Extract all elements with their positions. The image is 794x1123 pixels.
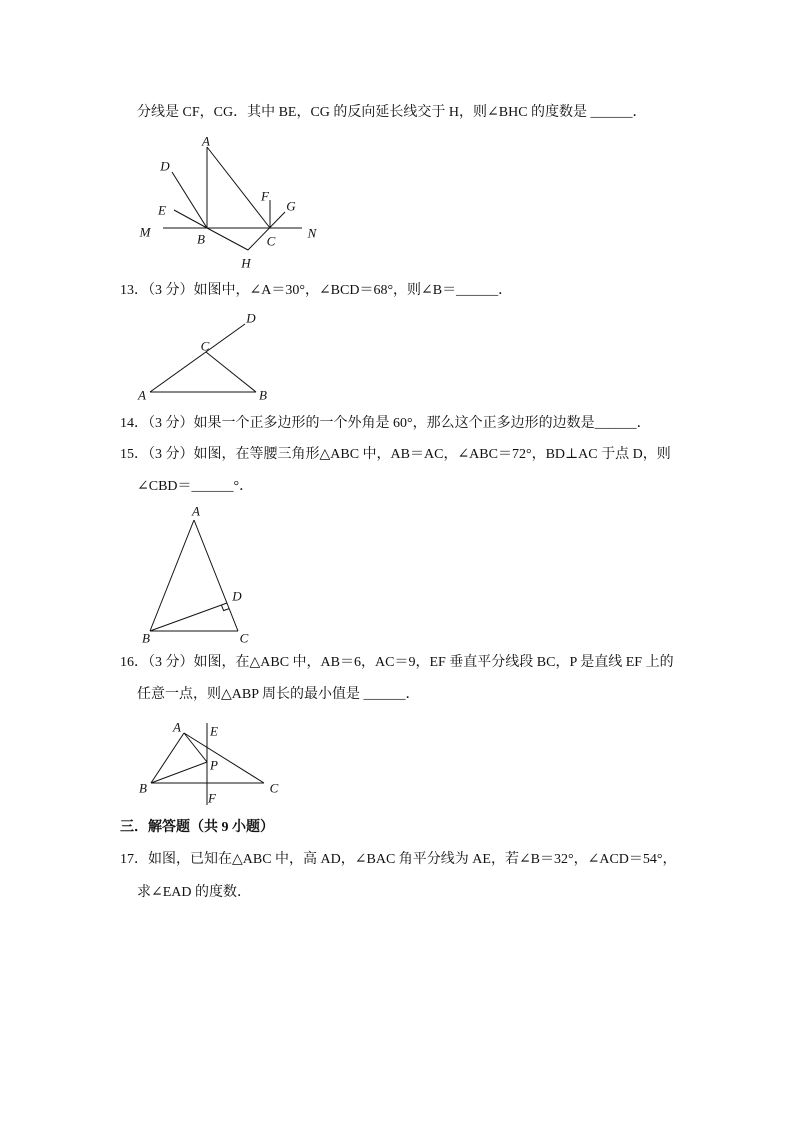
label-c: C	[239, 630, 249, 646]
q15-text-line2: ∠CBD＝______°．	[137, 479, 254, 494]
line-cb	[206, 352, 256, 392]
label-e: E	[158, 202, 166, 218]
line-ad	[150, 324, 245, 392]
label-b: B	[197, 231, 205, 247]
section-title: 三．解答题（共 9 小题）	[120, 820, 274, 835]
line-ab	[150, 520, 194, 631]
label-f: F	[261, 188, 269, 204]
label-g: G	[286, 198, 296, 214]
label-d: D	[232, 588, 242, 604]
label-e: E	[210, 723, 218, 739]
label-d: D	[160, 158, 170, 174]
q16-text-line2: 任意一点，则△ABP 周长的最小值是 ______．	[137, 687, 420, 702]
q15-text-line1: 15．（3 分）如图，在等腰三角形△ABC 中，AB＝AC，∠ABC＝72°，BD⊥AC 于点 D，则	[120, 447, 671, 462]
figure-q13	[130, 305, 280, 405]
line-ap	[184, 733, 207, 762]
label-c: C	[266, 233, 276, 249]
figure-q15	[130, 500, 260, 650]
line-ac	[194, 520, 238, 631]
label-b: B	[259, 387, 267, 403]
q17-text-line2: 求∠EAD 的度数．	[137, 885, 252, 900]
q16-text-line1: 16．（3 分）如图，在△ABC 中，AB＝6，AC＝9，EF 垂直平分线段 BC，P 是直线 EF 上的	[120, 655, 674, 670]
line-bd	[150, 603, 227, 631]
figure-q12	[130, 130, 330, 275]
label-a: A	[138, 387, 146, 403]
label-d: D	[246, 310, 256, 326]
line-ab	[151, 733, 184, 783]
label-c: C	[269, 780, 279, 796]
label-b: B	[139, 780, 147, 796]
label-c: C	[200, 338, 210, 354]
label-a: A	[192, 503, 200, 519]
q14-text: 14．（3 分）如果一个正多边形的一个外角是 60°，那么这个正多边形的边数是______．	[120, 416, 651, 431]
line-bp	[151, 762, 207, 783]
label-a: A	[173, 719, 181, 735]
label-a: A	[202, 133, 210, 149]
line-be	[174, 210, 207, 228]
figure-q16	[130, 712, 290, 812]
label-n: N	[307, 225, 317, 241]
label-p: P	[210, 757, 218, 773]
q12-text-tail: 分线是 CF，CG．其中 BE，CG 的反向延长线交于 H，则∠BHC 的度数是 ______．	[137, 105, 647, 120]
line-bh	[207, 228, 248, 250]
label-b: B	[142, 630, 150, 646]
label-f: F	[208, 790, 216, 806]
q13-text: 13．（3 分）如图中，∠A＝30°，∠BCD＝68°，则∠B＝______．	[120, 283, 513, 298]
q17-text-line1: 17．如图，已知在△ABC 中，高 AD，∠BAC 角平分线为 AE，若∠B＝32°，∠ACD＝54°，	[120, 852, 677, 867]
line-ac	[207, 147, 270, 228]
line-bd	[172, 172, 207, 228]
label-m: M	[139, 224, 151, 240]
label-h: H	[241, 255, 251, 271]
line-ac	[184, 733, 264, 783]
